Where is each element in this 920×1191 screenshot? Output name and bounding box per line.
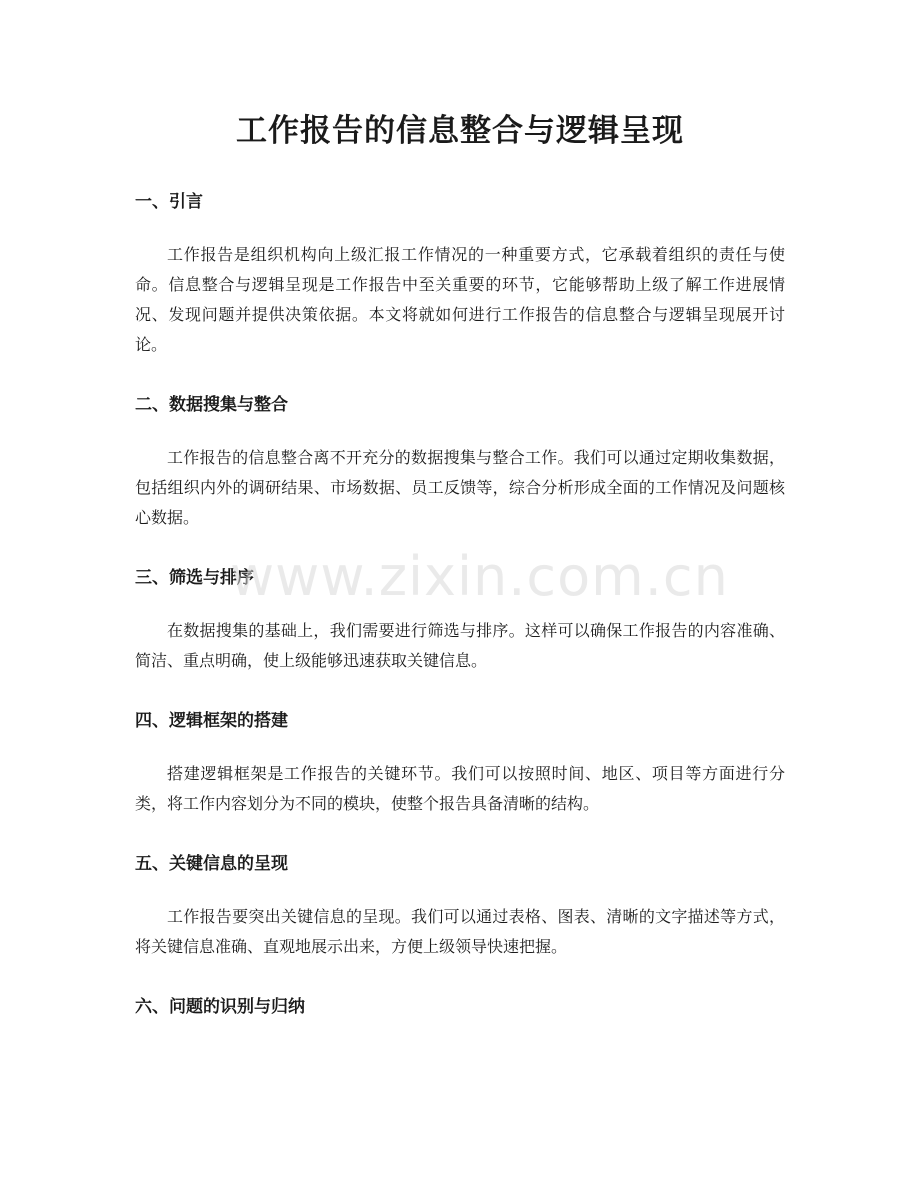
section-body-key-information: 工作报告要突出关键信息的呈现。我们可以通过表格、图表、清晰的文字描述等方式，将关键信息准确、直观地展示出来，方便上级领导快速把握。 [135, 907, 785, 956]
section-body-introduction: 工作报告是组织机构向上级汇报工作情况的一种重要方式，它承载着组织的责任与使命。信息整合与逻辑呈现是工作报告中至关重要的环节，它能够帮助上级了解工作进展情况、发现问题并提供决策依据。本文将就如何进行工作报告的信息整合与逻辑呈现展开讨论。 [135, 245, 785, 354]
document-title: 工作报告的信息整合与逻辑呈现 [236, 113, 684, 149]
section-body-logic-framework: 搭建逻辑框架是工作报告的关键环节。我们可以按照时间、地区、项目等方面进行分类，将工作内容划分为不同的模块，使整个报告具备清晰的结构。 [135, 764, 785, 813]
section-body-data-collection: 工作报告的信息整合离不开充分的数据搜集与整合工作。我们可以通过定期收集数据，包括组织内外的调研结果、市场数据、员工反馈等，综合分析形成全面的工作情况及问题核心数据。 [135, 448, 785, 527]
section-heading-problem-identification: 六、问题的识别与归纳 [135, 997, 305, 1017]
watermark: www.zixin.com.cn [230, 545, 729, 608]
section-body-filtering-sorting: 在数据搜集的基础上，我们需要进行筛选与排序。这样可以确保工作报告的内容准确、简洁、重点明确，使上级能够迅速获取关键信息。 [135, 621, 785, 670]
section-heading-key-information: 五、关键信息的呈现 [135, 854, 288, 874]
document-sections [135, 184, 785, 1045]
section-heading-logic-framework: 四、逻辑框架的搭建 [135, 711, 288, 731]
section-heading-data-collection: 二、数据搜集与整合 [135, 395, 288, 415]
section-heading-filtering-sorting: 三、筛选与排序 [135, 568, 254, 588]
section-heading-introduction: 一、引言 [135, 192, 203, 212]
